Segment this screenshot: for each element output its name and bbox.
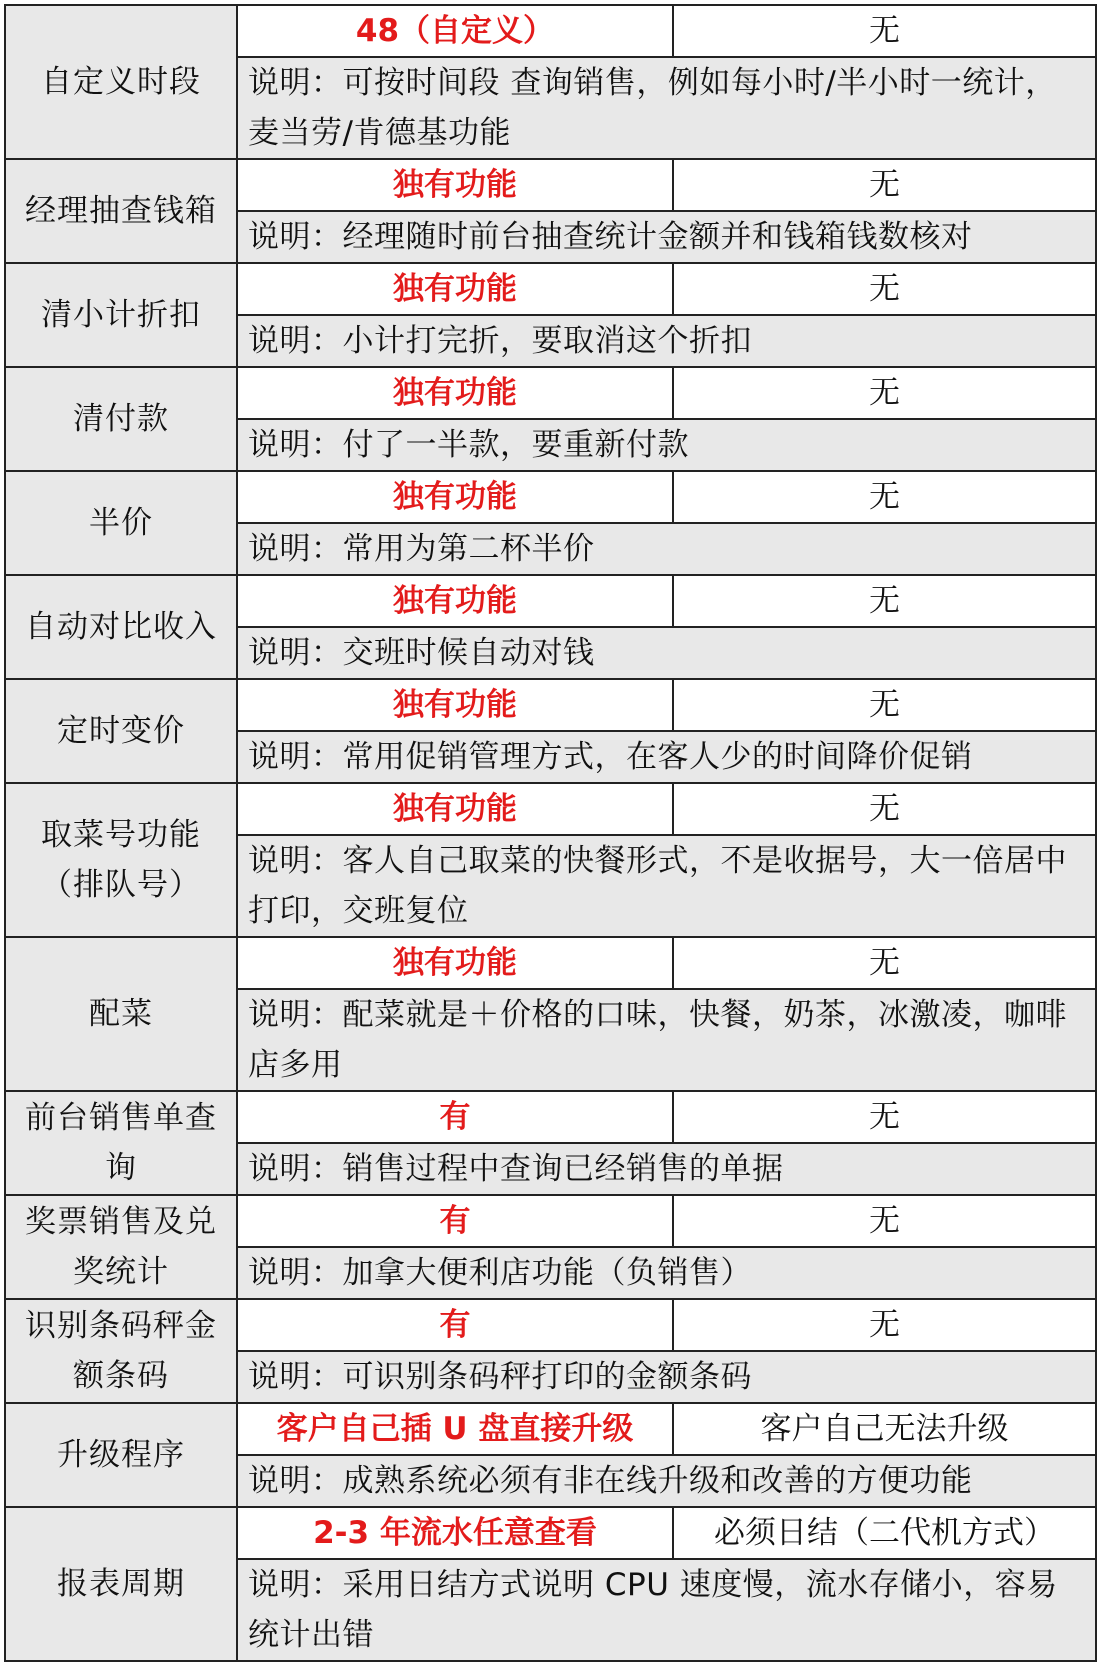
feature-row bbox=[5, 679, 1096, 731]
feature-row bbox=[5, 1195, 1096, 1247]
feature-note-cell: 说明：客人自己取菜的快餐形式，不是收据号，大一倍居中打印，交班复位 bbox=[237, 835, 1096, 937]
feature-name-cell: 配菜 bbox=[5, 937, 237, 1091]
feature-name-cell: 经理抽查钱箱 bbox=[5, 159, 237, 263]
our-product-cell: 独有功能 bbox=[237, 471, 673, 523]
competitor-cell: 无 bbox=[673, 679, 1096, 731]
competitor-cell: 无 bbox=[673, 5, 1096, 57]
our-product-cell: 独有功能 bbox=[237, 783, 673, 835]
our-product-cell: 有 bbox=[237, 1299, 673, 1351]
competitor-cell: 无 bbox=[673, 1091, 1096, 1143]
feature-row bbox=[5, 1507, 1096, 1559]
feature-row bbox=[5, 263, 1096, 315]
our-product-cell: 有 bbox=[237, 1195, 673, 1247]
competitor-cell: 无 bbox=[673, 575, 1096, 627]
our-product-cell: 独有功能 bbox=[237, 159, 673, 211]
feature-note-cell: 说明：加拿大便利店功能（负销售） bbox=[237, 1247, 1096, 1299]
our-product-cell: 2-3 年流水任意查看 bbox=[237, 1507, 673, 1559]
feature-note-cell: 说明：小计打完折，要取消这个折扣 bbox=[237, 315, 1096, 367]
competitor-cell: 无 bbox=[673, 471, 1096, 523]
feature-name-cell: 识别条码秤金额条码 bbox=[5, 1299, 237, 1403]
competitor-cell: 无 bbox=[673, 263, 1096, 315]
feature-row bbox=[5, 1091, 1096, 1143]
feature-note-cell: 说明：经理随时前台抽查统计金额并和钱箱钱数核对 bbox=[237, 211, 1096, 263]
feature-comparison-table bbox=[4, 4, 1097, 1662]
feature-note-cell: 说明：常用为第二杯半价 bbox=[237, 523, 1096, 575]
feature-row bbox=[5, 471, 1096, 523]
our-product-cell: 有 bbox=[237, 1091, 673, 1143]
feature-row bbox=[5, 1403, 1096, 1455]
comparison-sheet bbox=[4, 4, 1097, 1662]
feature-name-cell: 报表周期 bbox=[5, 1507, 237, 1661]
our-product-cell: 独有功能 bbox=[237, 263, 673, 315]
competitor-cell: 无 bbox=[673, 367, 1096, 419]
our-product-cell: 独有功能 bbox=[237, 575, 673, 627]
our-product-cell: 48（自定义） bbox=[237, 5, 673, 57]
our-product-cell: 独有功能 bbox=[237, 679, 673, 731]
feature-row bbox=[5, 937, 1096, 989]
feature-name-cell: 自动对比收入 bbox=[5, 575, 237, 679]
competitor-cell: 无 bbox=[673, 1299, 1096, 1351]
feature-note-cell: 说明：可识别条码秤打印的金额条码 bbox=[237, 1351, 1096, 1403]
our-product-cell: 独有功能 bbox=[237, 367, 673, 419]
feature-name-cell: 自定义时段 bbox=[5, 5, 237, 159]
our-product-cell: 客户自己插 U 盘直接升级 bbox=[237, 1403, 673, 1455]
feature-note-cell: 说明：配菜就是＋价格的口味，快餐，奶茶，冰激凌，咖啡店多用 bbox=[237, 989, 1096, 1091]
feature-note-cell: 说明：常用促销管理方式，在客人少的时间降价促销 bbox=[237, 731, 1096, 783]
competitor-cell: 客户自己无法升级 bbox=[673, 1403, 1096, 1455]
feature-note-cell: 说明：成熟系统必须有非在线升级和改善的方便功能 bbox=[237, 1455, 1096, 1507]
feature-row bbox=[5, 575, 1096, 627]
competitor-cell: 无 bbox=[673, 937, 1096, 989]
feature-row bbox=[5, 5, 1096, 57]
feature-note-cell: 说明：付了一半款，要重新付款 bbox=[237, 419, 1096, 471]
our-product-cell: 独有功能 bbox=[237, 937, 673, 989]
feature-name-cell: 升级程序 bbox=[5, 1403, 237, 1507]
feature-name-cell: 取菜号功能（排队号） bbox=[5, 783, 237, 937]
feature-note-cell: 说明：可按时间段 查询销售，例如每小时/半小时一统计，麦当劳/肯德基功能 bbox=[237, 57, 1096, 159]
table-body bbox=[5, 5, 1096, 1661]
competitor-cell: 必须日结（二代机方式） bbox=[673, 1507, 1096, 1559]
feature-row bbox=[5, 783, 1096, 835]
feature-name-cell: 清付款 bbox=[5, 367, 237, 471]
feature-name-cell: 定时变价 bbox=[5, 679, 237, 783]
feature-note-cell: 说明：采用日结方式说明 CPU 速度慢，流水存储小，容易统计出错 bbox=[237, 1559, 1096, 1661]
feature-name-cell: 奖票销售及兑奖统计 bbox=[5, 1195, 237, 1299]
competitor-cell: 无 bbox=[673, 1195, 1096, 1247]
competitor-cell: 无 bbox=[673, 159, 1096, 211]
feature-name-cell: 前台销售单查询 bbox=[5, 1091, 237, 1195]
feature-note-cell: 说明：交班时候自动对钱 bbox=[237, 627, 1096, 679]
feature-row bbox=[5, 367, 1096, 419]
competitor-cell: 无 bbox=[673, 783, 1096, 835]
feature-note-cell: 说明：销售过程中查询已经销售的单据 bbox=[237, 1143, 1096, 1195]
feature-row bbox=[5, 159, 1096, 211]
feature-name-cell: 半价 bbox=[5, 471, 237, 575]
feature-name-cell: 清小计折扣 bbox=[5, 263, 237, 367]
feature-row bbox=[5, 1299, 1096, 1351]
